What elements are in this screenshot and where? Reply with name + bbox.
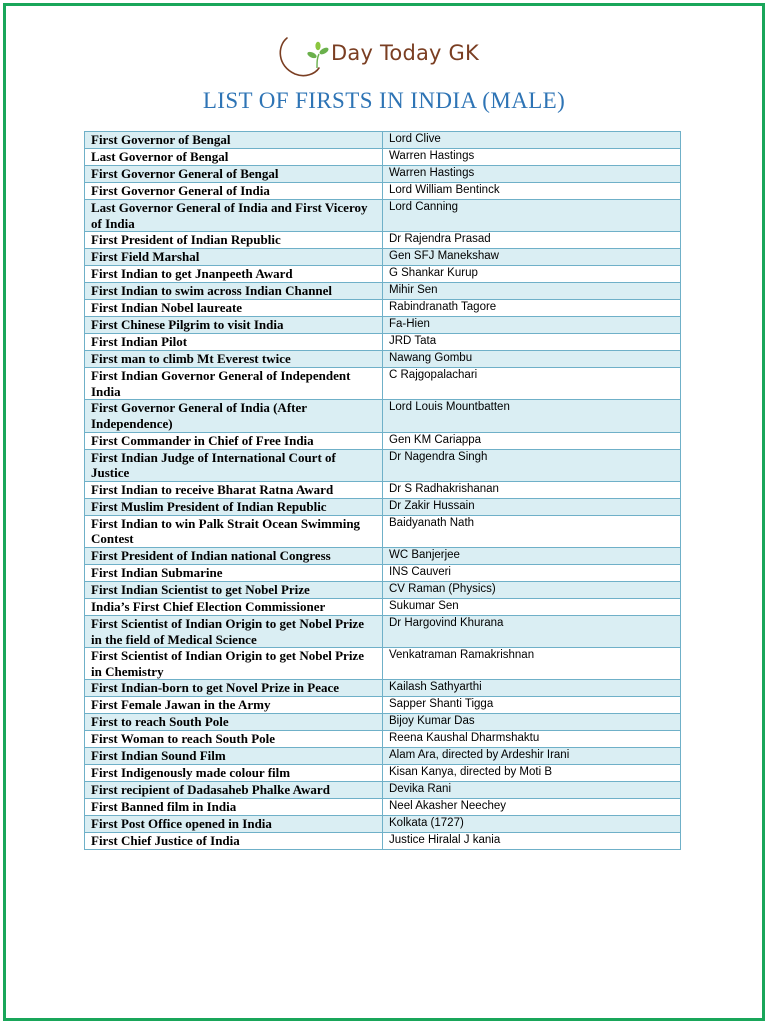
person-cell: Baidyanath Nath: [383, 515, 681, 547]
table-row: [85, 266, 681, 283]
achievement-cell: First to reach South Pole: [85, 714, 383, 731]
achievement-cell: First Governor General of India (After Independence): [85, 400, 383, 432]
person-cell: Dr S Radhakrishanan: [383, 481, 681, 498]
achievement-cell: Last Governor of Bengal: [85, 149, 383, 166]
achievement-cell: First Governor General of Bengal: [85, 166, 383, 183]
person-cell: Lord Clive: [383, 132, 681, 149]
person-cell: Kolkata (1727): [383, 816, 681, 833]
table-row: [85, 249, 681, 266]
person-cell: Kailash Sathyarthi: [383, 680, 681, 697]
table-row: [85, 598, 681, 615]
table-row: [85, 300, 681, 317]
table-row: [85, 799, 681, 816]
table-row: [85, 132, 681, 149]
person-cell: Reena Kaushal Dharmshaktu: [383, 731, 681, 748]
table-row: [85, 731, 681, 748]
table-row: [85, 648, 681, 680]
person-cell: Sapper Shanti Tigga: [383, 697, 681, 714]
table-row: [85, 432, 681, 449]
person-cell: Rabindranath Tagore: [383, 300, 681, 317]
table-row: [85, 547, 681, 564]
table-row: [85, 400, 681, 432]
person-cell: Lord Canning: [383, 200, 681, 232]
person-cell: G Shankar Kurup: [383, 266, 681, 283]
achievement-cell: First Banned film in India: [85, 799, 383, 816]
table-row: [85, 581, 681, 598]
achievement-cell: First Indian-born to get Novel Prize in Peace: [85, 680, 383, 697]
person-cell: Dr Hargovind Khurana: [383, 615, 681, 647]
table-row: [85, 714, 681, 731]
achievement-cell: First Indian Submarine: [85, 564, 383, 581]
table-row: [85, 481, 681, 498]
site-logo: [275, 34, 505, 78]
person-cell: Dr Zakir Hussain: [383, 498, 681, 515]
person-cell: CV Raman (Physics): [383, 581, 681, 598]
table-row: [85, 765, 681, 782]
table-row: [85, 283, 681, 300]
firsts-table: [84, 131, 681, 850]
person-cell: C Rajgopalachari: [383, 368, 681, 400]
table-row: [85, 680, 681, 697]
person-cell: Devika Rani: [383, 782, 681, 799]
table-row: [85, 200, 681, 232]
achievement-cell: First Commander in Chief of Free India: [85, 432, 383, 449]
person-cell: INS Cauveri: [383, 564, 681, 581]
achievement-cell: First Indian to win Palk Strait Ocean Swimming Contest: [85, 515, 383, 547]
table-row: [85, 498, 681, 515]
table-row: [85, 697, 681, 714]
table-row: [85, 149, 681, 166]
person-cell: Justice Hiralal J kania: [383, 833, 681, 850]
table-row: [85, 748, 681, 765]
person-cell: Mihir Sen: [383, 283, 681, 300]
table-row: [85, 317, 681, 334]
achievement-cell: First Indian Sound Film: [85, 748, 383, 765]
table-row: [85, 564, 681, 581]
achievement-cell: First Muslim President of Indian Republic: [85, 498, 383, 515]
person-cell: Dr Rajendra Prasad: [383, 232, 681, 249]
table-row: [85, 334, 681, 351]
person-cell: Lord Louis Mountbatten: [383, 400, 681, 432]
achievement-cell: First man to climb Mt Everest twice: [85, 351, 383, 368]
person-cell: Lord William Bentinck: [383, 183, 681, 200]
achievement-cell: Last Governor General of India and First Viceroy of India: [85, 200, 383, 232]
person-cell: Kisan Kanya, directed by Moti B: [383, 765, 681, 782]
person-cell: Fa-Hien: [383, 317, 681, 334]
table-row: [85, 351, 681, 368]
person-cell: Warren Hastings: [383, 149, 681, 166]
achievement-cell: First Female Jawan in the Army: [85, 697, 383, 714]
achievement-cell: First President of Indian Republic: [85, 232, 383, 249]
achievement-cell: First Indian to swim across Indian Channel: [85, 283, 383, 300]
table-row: [85, 449, 681, 481]
person-cell: Gen SFJ Manekshaw: [383, 249, 681, 266]
person-cell: Neel Akasher Neechey: [383, 799, 681, 816]
achievement-cell: First Indigenously made colour film: [85, 765, 383, 782]
achievement-cell: First Indian Judge of International Court of Justice: [85, 449, 383, 481]
table-row: [85, 816, 681, 833]
achievement-cell: First Governor General of India: [85, 183, 383, 200]
table-row: [85, 166, 681, 183]
table-row: [85, 183, 681, 200]
achievement-cell: First Woman to reach South Pole: [85, 731, 383, 748]
person-cell: Dr Nagendra Singh: [383, 449, 681, 481]
person-cell: Bijoy Kumar Das: [383, 714, 681, 731]
person-cell: Gen KM Cariappa: [383, 432, 681, 449]
table-row: [85, 368, 681, 400]
achievement-cell: First Indian to get Jnanpeeth Award: [85, 266, 383, 283]
achievement-cell: First Indian Pilot: [85, 334, 383, 351]
person-cell: JRD Tata: [383, 334, 681, 351]
sprout-leaves-icon: [275, 34, 331, 78]
achievement-cell: First Indian Scientist to get Nobel Prize: [85, 581, 383, 598]
person-cell: Venkatraman Ramakrishnan: [383, 648, 681, 680]
achievement-cell: First Scientist of Indian Origin to get Nobel Prize in Chemistry: [85, 648, 383, 680]
achievement-cell: First President of Indian national Congress: [85, 547, 383, 564]
table-row: [85, 515, 681, 547]
achievement-cell: First Indian Nobel laureate: [85, 300, 383, 317]
table-row: [85, 615, 681, 647]
table-row: [85, 232, 681, 249]
logo-text: Day Today GK: [331, 41, 479, 65]
achievement-cell: First Scientist of Indian Origin to get Nobel Prize in the field of Medical Science: [85, 615, 383, 647]
achievement-cell: First Field Marshal: [85, 249, 383, 266]
person-cell: Alam Ara, directed by Ardeshir Irani: [383, 748, 681, 765]
person-cell: Nawang Gombu: [383, 351, 681, 368]
achievement-cell: India’s First Chief Election Commissioner: [85, 598, 383, 615]
achievement-cell: First Indian to receive Bharat Ratna Award: [85, 481, 383, 498]
person-cell: WC Banjerjee: [383, 547, 681, 564]
achievement-cell: First Post Office opened in India: [85, 816, 383, 833]
achievement-cell: First Governor of Bengal: [85, 132, 383, 149]
person-cell: Sukumar Sen: [383, 598, 681, 615]
achievement-cell: First Indian Governor General of Independent India: [85, 368, 383, 400]
achievement-cell: First Chief Justice of India: [85, 833, 383, 850]
person-cell: Warren Hastings: [383, 166, 681, 183]
page-title: LIST OF FIRSTS IN INDIA (MALE): [202, 88, 566, 113]
achievement-cell: First recipient of Dadasaheb Phalke Award: [85, 782, 383, 799]
table-row: [85, 782, 681, 799]
achievement-cell: First Chinese Pilgrim to visit India: [85, 317, 383, 334]
firsts-table-body: [85, 132, 681, 850]
table-row: [85, 833, 681, 850]
